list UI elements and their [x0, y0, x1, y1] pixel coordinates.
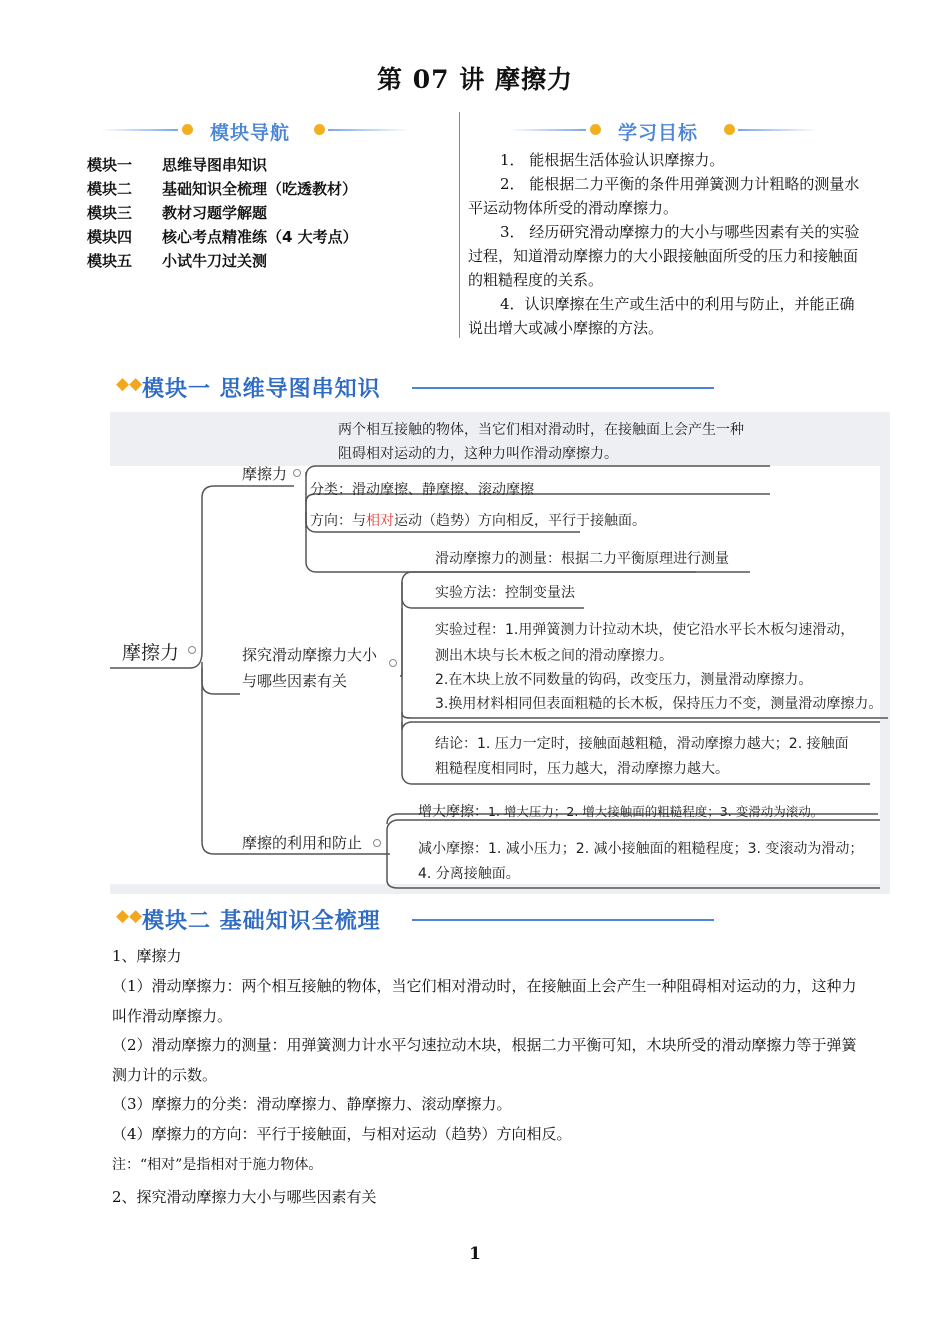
nav-key: 模块五 — [87, 252, 133, 270]
diamond-icon: ◆◆ — [116, 906, 143, 926]
mm-direction-red: 相对 — [366, 513, 394, 529]
heading-rule — [412, 919, 714, 921]
nav-value: 基础知识全梳理（吃透教材） — [162, 180, 358, 198]
mm-increase-b: 1. 增大压力；2. 增大接触面的粗糙程度；3. 变滑动为滚动。 — [488, 804, 824, 819]
mm-proc3: 2.在木块上放不同数量的钩码，改变压力，测量滑动摩擦力。 — [435, 672, 813, 688]
banner-dot — [314, 124, 325, 135]
diamond-icon: ◆◆ — [116, 374, 143, 394]
module-nav-list — [87, 154, 447, 274]
mm-root: 摩擦力 — [122, 642, 180, 664]
module2-heading-text: 模块二 基础知识全梳理 — [142, 909, 381, 934]
mind-map — [110, 412, 890, 894]
module1-heading — [116, 372, 716, 402]
mm-direction-a: 方向：与 — [310, 513, 366, 529]
page-number: 1 — [469, 1244, 481, 1264]
nav-item[interactable] — [87, 202, 447, 226]
nav-value: 思维导图串知识 — [162, 156, 268, 174]
nav-item[interactable] — [87, 250, 447, 274]
nav-value: 教材习题学解题 — [162, 204, 268, 222]
mm-def-line1: 两个相互接触的物体，当它们相对滑动时，在接触面上会产生一种 — [338, 422, 744, 438]
mm-increase — [418, 799, 823, 825]
goal-item: 2． 能根据二力平衡的条件用弹簧测力计粗略的测量水平运动物体所受的滑动摩擦力。 — [468, 175, 860, 217]
mm-increase-a: 增大摩擦： — [418, 804, 488, 820]
goal-item: 4．认识摩擦在生产或生活中的利用与防止，并能正确说出增大或减小摩擦的方法。 — [468, 295, 855, 337]
banner-dot — [590, 124, 601, 135]
mm-decrease2: 4. 分离接触面。 — [418, 866, 520, 882]
banner-dot — [182, 124, 193, 135]
goal-banner — [508, 118, 828, 142]
mm-class: 分类：滑动摩擦、静摩擦、滚动摩擦 — [310, 482, 534, 498]
mm-conc1: 结论：1. 压力一定时，接触面越粗糙，滑动摩擦力越大；2. 接触面 — [435, 736, 849, 752]
mm-branch-explore-l1: 探究滑动摩擦力大小 — [242, 646, 378, 664]
mm-decrease1: 减小摩擦：1. 减小压力；2. 减小接触面的粗糙程度；3. 变滚动为滑动； — [418, 841, 864, 857]
heading-rule — [412, 387, 714, 389]
mm-method: 实验方法：控制变量法 — [435, 585, 575, 601]
section2-title: 2、探究滑动摩擦力大小与哪些因素有关 — [112, 1188, 377, 1206]
mm-proc2: 测出木块与长木板之间的滑动摩擦力。 — [435, 648, 673, 664]
module2-heading — [116, 904, 716, 934]
mm-direction — [310, 509, 646, 534]
mm-conc2: 粗糙程度相同时，压力越大，滑动摩擦力越大。 — [435, 761, 729, 777]
nav-key: 模块一 — [87, 156, 133, 174]
column-divider — [459, 112, 460, 338]
mm-branch-friction: 摩擦力 — [242, 465, 288, 483]
nav-key: 模块四 — [87, 228, 133, 246]
para2: （2）滑动摩擦力的测量：用弹簧测力计水平匀速拉动木块，根据二力平衡可知，木块所受的滑动摩擦力等于弹簧测力计的示数。 — [112, 1036, 857, 1084]
learning-goals — [468, 148, 863, 340]
para1: （1）滑动摩擦力：两个相互接触的物体，当它们相对滑动时，在接触面上会产生一种阻碍相对运动的力，这种力叫作滑动摩擦力。 — [112, 977, 857, 1025]
mm-branch-explore-l2: 与哪些因素有关 — [242, 672, 348, 690]
goal-item: 3． 经历研究滑动摩擦力的大小与哪些因素有关的实验过程，知道滑动摩擦力的大小跟接触面所受的压力和接触面的粗糙程度的关系。 — [468, 223, 860, 289]
nav-header: 模块导航 — [210, 122, 291, 144]
nav-item[interactable] — [87, 226, 447, 250]
nav-item[interactable] — [87, 178, 447, 202]
section1-title: 1、摩擦力 — [112, 947, 182, 965]
module1-heading-text: 模块一 思维导图串知识 — [142, 377, 381, 402]
banner-line — [738, 129, 818, 131]
banner-line — [508, 129, 586, 131]
goal-item: 1． 能根据生活体验认识摩擦力。 — [500, 151, 725, 169]
mm-branch-use: 摩擦的利用和防止 — [242, 834, 363, 852]
mm-def-line2: 阻碍相对运动的力，这种力叫作滑动摩擦力。 — [338, 446, 618, 462]
nav-key: 模块二 — [87, 180, 133, 198]
nav-value: 小试牛刀过关测 — [162, 252, 268, 270]
banner-dot — [724, 124, 735, 135]
nav-key: 模块三 — [87, 204, 133, 222]
mm-measure: 滑动摩擦力的测量：根据二力平衡原理进行测量 — [435, 551, 729, 567]
mm-proc4: 3.换用材料相同但表面粗糙的长木板，保持压力不变，测量滑动摩擦力。 — [435, 696, 883, 712]
nav-value: 核心考点精准练（4 大考点） — [162, 228, 358, 246]
para4: （4）摩擦力的方向：平行于接触面，与相对运动（趋势）方向相反。 — [112, 1125, 572, 1143]
nav-item[interactable] — [87, 154, 447, 178]
note: 注：“相对”是指相对于施力物体。 — [112, 1157, 323, 1173]
mm-proc1: 实验过程：1.用弹簧测力计拉动木块，使它沿水平长木板匀速滑动， — [435, 622, 855, 638]
banner-line — [328, 129, 410, 131]
goal-header: 学习目标 — [618, 122, 699, 144]
banner-line — [100, 129, 178, 131]
nav-banner — [100, 118, 430, 142]
para3: （3）摩擦力的分类：滑动摩擦力、静摩擦力、滚动摩擦力。 — [112, 1095, 512, 1113]
mm-direction-b: 运动（趋势）方向相反，平行于接触面。 — [394, 513, 646, 529]
page-title: 第 07 讲 摩擦力 — [377, 65, 573, 94]
